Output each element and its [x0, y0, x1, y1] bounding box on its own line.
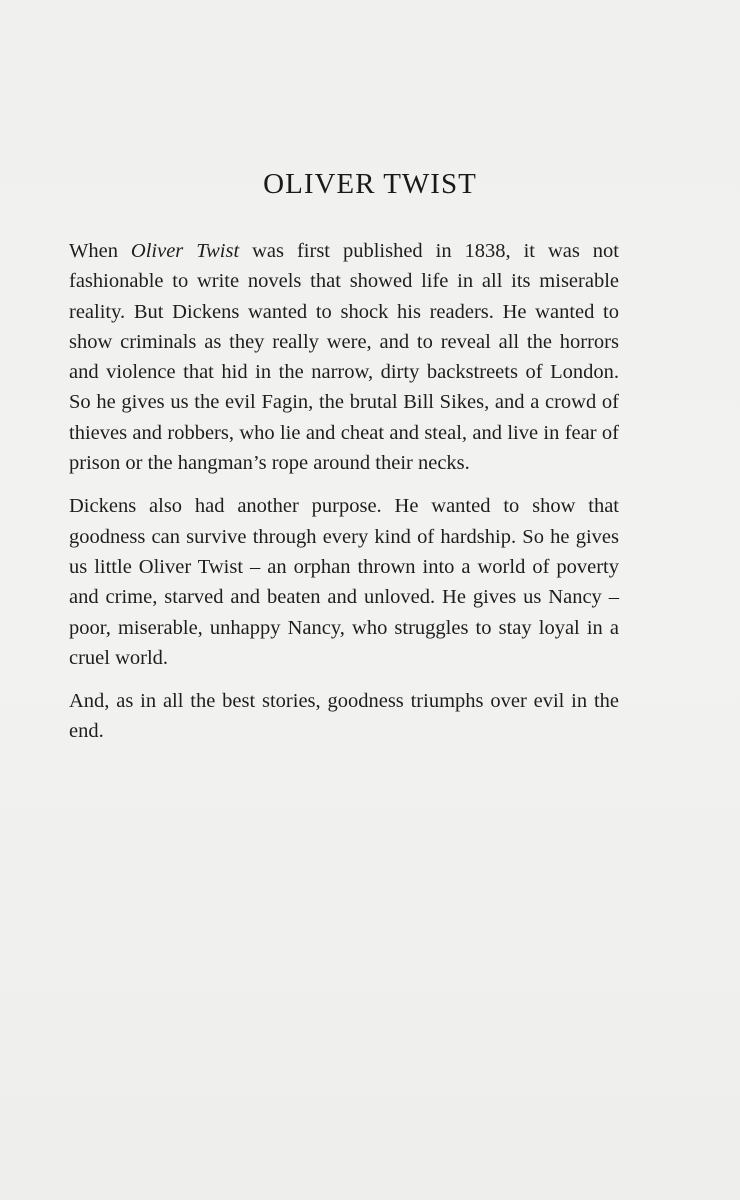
synopsis-text: [69, 236, 619, 760]
paragraph-1-lead: When: [69, 240, 131, 262]
paragraph-2: Dickens also had another purpose. He wanted to show that goodness can survive through every kind of hardship. So he gives us little Oliver Twist – an orphan thrown into a world of poverty and crime, starved and beaten and unloved. He gives us Nancy – poor, miserable, unhappy Nancy, who struggles to stay loyal in a cruel world.: [69, 495, 619, 669]
paragraph-1-rest: was first published in 1838, it was not fashionable to write novels that showed life in all its miserable reality. But Dickens wanted to shock his readers. He wanted to show criminals as they really were, and to reveal all the horrors and violence that hid in the narrow, dirty backstreets of London. So he gives us the evil Fagin, the brutal Bill Sikes, and a crowd of thieves and robbers, who lie and cheat and steal, and live in fear of prison or the hangman’s rope around their necks.: [69, 240, 619, 475]
book-title-italic: Oliver Twist: [130, 240, 240, 262]
page-title: OLIVER TWIST: [263, 168, 477, 200]
paragraph-3: And, as in all the best stories, goodness triumphs over evil in the end.: [69, 690, 619, 743]
paragraph-1: [69, 236, 619, 478]
